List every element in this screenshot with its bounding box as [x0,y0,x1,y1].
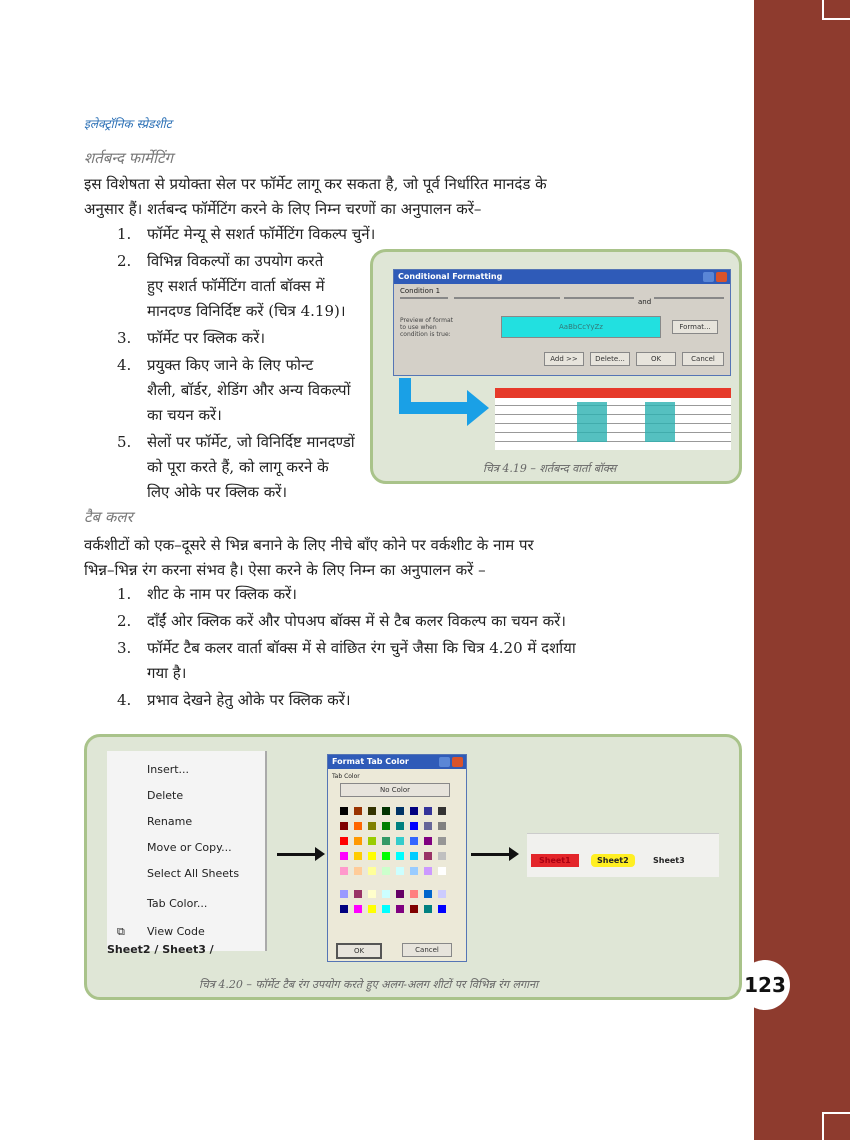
close-icon[interactable] [452,757,463,767]
color-swatch[interactable] [340,822,348,830]
color-swatch[interactable] [424,890,432,898]
arrow-icon [277,853,317,856]
dialog-titlebar [394,270,730,284]
help-icon[interactable] [439,757,450,767]
color-swatch[interactable] [354,807,362,815]
color-swatch[interactable] [396,890,404,898]
color-swatch[interactable] [382,807,390,815]
color-swatch[interactable] [438,807,446,815]
color-swatch[interactable] [410,890,418,898]
list-line: फॉर्मेट मेन्यू से सशर्त फॉर्मेटिंग विकल्प चुनें। [147,225,376,243]
no-color-button[interactable]: No Color [340,783,450,797]
crop-mark [822,0,850,20]
arrow-icon [471,853,511,856]
list-number: 2. [117,252,132,270]
color-swatch[interactable] [438,822,446,830]
list-line: हुए सशर्त फॉर्मेटिंग वार्ता बॉक्स में [147,277,325,295]
color-swatch[interactable] [438,905,446,913]
dialog-title: Conditional Formatting [398,272,503,281]
color-swatch[interactable] [396,905,404,913]
menu-item-select-all-sheets[interactable]: Select All Sheets [147,867,240,880]
color-swatch[interactable] [396,852,404,860]
help-icon[interactable] [703,272,714,282]
color-swatch[interactable] [382,890,390,898]
color-swatch[interactable] [396,807,404,815]
section2-paragraph [84,533,644,583]
color-swatch[interactable] [368,837,376,845]
arrow-head-icon [467,390,489,426]
color-swatch[interactable] [368,852,376,860]
list-number: 3. [117,329,132,347]
color-swatch[interactable] [424,867,432,875]
section1-paragraph [84,172,644,222]
sheet-tab-yellow[interactable]: Sheet2 [591,854,635,867]
color-swatch[interactable] [368,905,376,913]
menu-item-tab-color[interactable]: Tab Color... [147,897,208,910]
add-button[interactable]: Add >> [544,352,584,366]
list-line: विभिन्न विकल्पों का उपयोग करते [147,252,324,270]
color-swatch[interactable] [354,905,362,913]
sheet-tab-red[interactable]: Sheet1 [531,854,579,867]
list-line: लिए ओके पर क्लिक करें। [147,483,288,501]
color-swatch[interactable] [354,837,362,845]
sheet-context-menu [107,751,267,956]
list-line: मानदण्ड विनिर्दिष्ट करें (चित्र 4.19)। [147,302,346,320]
color-swatch[interactable] [396,822,404,830]
para-line: वर्कशीटों को एक–दूसरे से भिन्न बनाने के लिए नीचे बाँए कोने पर वर्कशीट के नाम पर [84,536,534,554]
color-swatch[interactable] [396,867,404,875]
page-number: 123 [740,960,790,1010]
color-swatch[interactable] [340,905,348,913]
view-code-icon: ⧉ [117,925,125,938]
cancel-button[interactable]: Cancel [682,352,724,366]
format-button[interactable]: Format... [672,320,718,334]
color-swatch[interactable] [438,852,446,860]
dialog-titlebar [328,755,466,769]
list-line: प्रयुक्त किए जाने के लिए फोन्ट [147,356,314,374]
ok-button[interactable]: OK [336,943,382,959]
color-swatch[interactable] [368,867,376,875]
preview-label: Preview of format to use when condition is true: [400,317,453,338]
list-line: सेलों पर फॉर्मेट, जो विनिर्दिष्ट मानदण्डों [147,433,355,451]
format-preview: AaBbCcYyZz [501,316,661,338]
color-swatch[interactable] [410,905,418,913]
list-number: 4. [117,356,132,374]
color-swatch[interactable] [340,852,348,860]
color-swatch[interactable] [410,822,418,830]
color-swatch[interactable] [368,822,376,830]
list-number: 1. [117,225,132,243]
sheet-tabs: Sheet2 / Sheet3 / [107,943,214,956]
list-number: 4. [117,691,132,709]
list-line: को पूरा करते हैं, को लागू करने के [147,458,329,476]
spreadsheet-result-image [495,388,731,450]
list-line: फॉर्मेट पर क्लिक करें। [147,329,266,347]
color-swatch[interactable] [382,867,390,875]
color-swatch[interactable] [424,852,432,860]
dialog-title: Format Tab Color [332,757,409,766]
arrow-icon [399,402,469,414]
value1-input[interactable] [564,297,634,299]
color-swatch[interactable] [340,890,348,898]
figure-caption: चित्र 4.20 – फॉर्मेट टैब रंग उपयोग करते हुए अलग-अलग शीटों पर विभिन्न रंग लगाना [199,978,538,991]
color-swatch[interactable] [438,890,446,898]
section-title-tab-color: टैब कलर [84,508,133,526]
para-line: इस विशेषता से प्रयोक्ता सेल पर फॉर्मेट लागू कर सकता है, जो पूर्व निर्धारित मानदंड के [84,175,547,193]
colored-sheet-tabs [527,833,719,877]
conditional-formatting-dialog [393,269,731,376]
list-line: का चयन करें। [147,406,222,424]
color-swatch[interactable] [410,837,418,845]
operator-select[interactable] [454,297,560,299]
cancel-button[interactable]: Cancel [402,943,452,957]
color-swatch[interactable] [340,807,348,815]
color-swatch[interactable] [354,822,362,830]
color-swatch[interactable] [382,822,390,830]
running-head: इलेक्ट्रॉनिक स्प्रेडशीट [84,117,172,131]
color-swatch[interactable] [354,890,362,898]
color-swatch[interactable] [410,807,418,815]
sheet-tab-plain[interactable]: Sheet3 [653,856,685,865]
list-line: गया है। [147,664,187,682]
color-swatch[interactable] [410,867,418,875]
crop-mark [822,1112,850,1142]
format-tab-color-dialog [327,754,467,962]
ok-button[interactable]: OK [636,352,676,366]
menu-item-move-copy[interactable]: Move or Copy... [147,841,232,854]
close-icon[interactable] [716,272,727,282]
figure-4-19 [370,249,742,484]
list-line: दाँईं ओर क्लिक करें और पोपअप बॉक्स में से टैब कलर विकल्प का चयन करें। [147,612,566,630]
and-label: and [638,298,652,306]
list-line: प्रभाव देखने हेतु ओके पर क्लिक करें। [147,691,351,709]
section-title-conditional-formatting: शर्तबन्द फार्मेटिंग [84,149,173,167]
value2-input[interactable] [654,297,724,299]
para-line: भिन्न–भिन्न रंग करना संभव है। ऐसा करने के लिए निम्न का अनुपालन करें – [84,561,486,579]
list-number: 3. [117,639,132,657]
color-swatch[interactable] [438,867,446,875]
color-swatch[interactable] [382,837,390,845]
list-number: 1. [117,585,132,603]
color-swatch[interactable] [354,867,362,875]
color-swatch[interactable] [382,905,390,913]
color-swatch[interactable] [424,807,432,815]
color-swatch[interactable] [340,867,348,875]
color-swatch[interactable] [424,837,432,845]
menu-item-delete[interactable]: Delete [147,789,184,802]
list-line: शीट के नाम पर क्लिक करें। [147,585,297,603]
color-swatch[interactable] [410,852,418,860]
condition-label: Condition 1 [400,287,441,295]
color-swatch[interactable] [424,905,432,913]
list-line: फॉर्मेट टैब कलर वार्ता बॉक्स में से वांछित रंग चुनें जैसा कि चित्र 4.20 में दर्शाया [147,639,576,657]
group-label: Tab Color [332,773,360,780]
delete-button[interactable]: Delete... [590,352,630,366]
color-swatch[interactable] [340,837,348,845]
menu-item-view-code[interactable]: View Code [147,925,205,938]
figure-caption: चित्र 4.19 – शर्तबन्द वार्ता बॉक्स [483,462,617,475]
list-number: 2. [117,612,132,630]
list-number: 5. [117,433,132,451]
menu-item-rename[interactable]: Rename [147,815,193,828]
color-swatch[interactable] [368,890,376,898]
color-swatch[interactable] [424,822,432,830]
color-swatch[interactable] [438,837,446,845]
list-line: शैली, बॉर्डर, शेडिंग और अन्य विकल्पों [147,381,351,399]
color-swatch[interactable] [354,852,362,860]
condition-type-select[interactable] [400,297,448,299]
para-line: अनुसार हैं। शर्तबन्द फॉर्मेटिंग करने के लिए निम्न चरणों का अनुपालन करें– [84,200,482,218]
figure-4-20 [84,734,742,1000]
menu-item-insert[interactable]: Insert... [147,763,190,776]
color-swatch[interactable] [368,807,376,815]
color-swatch[interactable] [396,837,404,845]
color-swatch[interactable] [382,852,390,860]
